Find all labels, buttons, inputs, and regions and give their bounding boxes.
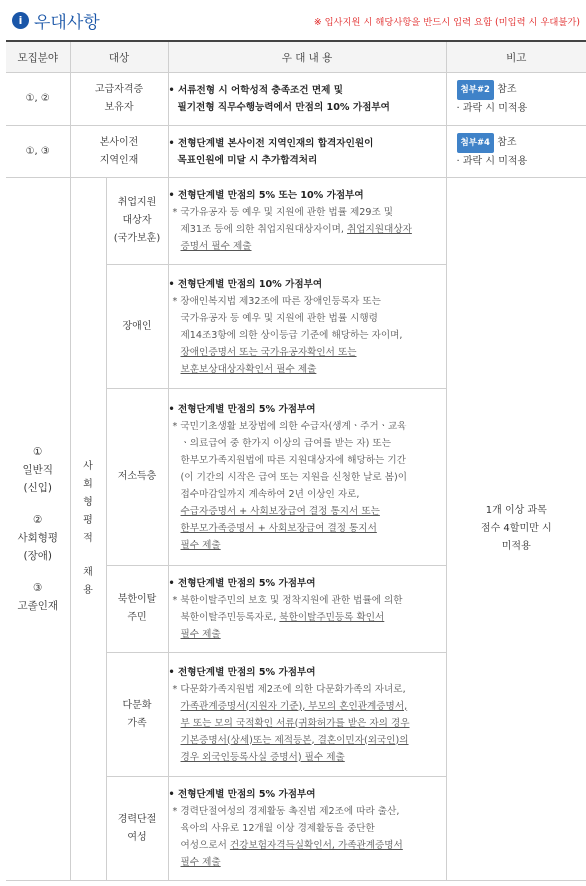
- content-line: 목표인원에 미달 시 추가합격처리: [177, 154, 318, 166]
- content-bullet: • 전형단계별 만점의 5% 가점부여: [169, 664, 446, 681]
- target-line: 보유자: [104, 102, 134, 113]
- content-cell: [168, 653, 446, 777]
- content-cell: [168, 389, 446, 566]
- remark-line: 미적용: [501, 541, 531, 552]
- col-header-content: 우 대 내 용: [168, 41, 446, 73]
- field-cell: ①, ②: [6, 73, 70, 126]
- table-row: [6, 126, 586, 178]
- content-note: * 다문화가족지원법 제2조에 의한 다문화가족의 자녀로, 가족관계증명서(지원자 기준), 부모의 혼인관계증명서, 부 또는 모의 국적확인 서류(귀화허가를 받은 자의 경우 기본증명서(상세)또는 제적등본, 결혼이민자(외국인)의 경우 외국인등록사실 증명서) 필수 제출: [169, 681, 446, 766]
- content-bullet: • 전형단계별 만점의 10% 가점부여: [169, 276, 446, 293]
- remark-cell: [446, 73, 586, 126]
- field-name: (장애): [23, 550, 52, 562]
- content-note: * 북한이탈주민의 보호 및 정착지원에 관한 법률에 의한 북한이탈주민등록자로, 북한이탈주민등록 확인서 필수 제출: [169, 592, 446, 643]
- sub-target-line: 북한이탈: [117, 594, 157, 605]
- content-cell: [168, 126, 446, 178]
- sub-target-cell: [106, 653, 168, 777]
- field-name: 고졸인재: [17, 600, 59, 612]
- content-note: * 국민기초생활 보장법에 의한 수급자(생계ㆍ주거ㆍ교육 ㆍ의료급여 중 한가지 이상의 급여를 받는 자) 또는 한부모가족지원법에 따른 지원대상자에 해당하는 기간 (이 기간의 시작은 급여 또는 지원을 신청한 날로 봄)이 접수마감일까지 계속하여 2년 이상인 자로, 수급자증명서 + 사회보장급여 결정 통지서 또는 한부모가족증명서 + 사회보장급여 결정 통지서 필수 제출: [169, 418, 446, 554]
- sub-target-cell: [106, 389, 168, 566]
- sub-target-line: 주민: [127, 612, 147, 623]
- col-header-remark: 비고: [446, 41, 586, 73]
- notice-text: ※ 입사지원 시 해당사항을 반드시 입력 요함 (미입력 시 우대불가): [313, 17, 580, 28]
- sub-target-line: 여성: [127, 831, 147, 843]
- section-title: [12, 8, 100, 33]
- field-name: 일반직: [22, 464, 53, 476]
- table-header-row: [6, 41, 586, 73]
- ref-text: 참조: [497, 84, 517, 95]
- target-line: 지역인재: [99, 154, 139, 166]
- sub-target-line: 저소득층: [117, 471, 157, 482]
- sub-target-cell: [106, 265, 168, 389]
- sub-target-line: 취업지원: [117, 197, 157, 208]
- preference-table: [6, 40, 586, 881]
- sub-target-line: 다문화: [122, 699, 152, 711]
- table-row: [6, 73, 586, 126]
- category-label: 사회형평적: [83, 461, 93, 544]
- remark-line: 점수 4할미만 시: [480, 523, 552, 534]
- remark-group-cell: [446, 178, 586, 881]
- table-row: [6, 178, 586, 265]
- field-num: ②: [33, 514, 43, 526]
- field-num: ③: [33, 582, 43, 594]
- sub-target-line: 경력단절: [117, 813, 157, 825]
- sub-target-line: 가족: [127, 717, 147, 729]
- content-note: * 경력단절여성의 경제활동 촉진법 제2조에 따라 출산, 육아의 사유로 12개월 이상 경제활동을 중단한 여성으로서 건강보험자격득실확인서, 가족관계증명서 필수 제출: [169, 803, 446, 871]
- remark-note: · 과락 시 미적용: [456, 155, 528, 167]
- content-bullet: • 전형단계별 만점의 5% 가점부여: [169, 401, 446, 418]
- sub-target-cell: [106, 566, 168, 653]
- content-note: * 국가유공자 등 예우 및 지원에 관한 법률 제29조 및 제31조 등에 의한 취업지원대상자이며, 취업지원대상자 증명서 필수 제출: [169, 204, 446, 255]
- field-name: 사회형평: [17, 532, 59, 544]
- col-header-field: 모집분야: [6, 41, 70, 73]
- content-cell: [168, 178, 446, 265]
- content-cell: [168, 73, 446, 126]
- target-cell: [70, 126, 168, 178]
- field-cell: ①, ③: [6, 126, 70, 178]
- content-cell: [168, 777, 446, 881]
- sub-target-line: 대상자: [122, 215, 152, 226]
- col-header-target: 대상: [70, 41, 168, 73]
- sub-target-cell: [106, 178, 168, 265]
- category-label-tail: 채용: [83, 567, 93, 596]
- field-group-cell: [6, 178, 70, 881]
- content-cell: [168, 566, 446, 653]
- target-line: 고급자격증: [94, 84, 144, 95]
- remark-note: · 과락 시 미적용: [456, 103, 528, 114]
- sub-target-line: (국가보훈): [113, 233, 161, 244]
- content-bullet: • 전형단계별 본사이전 지역인재의 합격자인원이: [169, 135, 446, 152]
- content-bullet: • 전형단계별 만점의 5% 가점부여: [169, 575, 446, 592]
- ref-text: 참조: [497, 136, 517, 148]
- target-cell: [70, 73, 168, 126]
- content-bullet: • 전형단계별 만점의 5% 가점부여: [169, 786, 446, 803]
- title-text: 우대사항: [34, 13, 100, 33]
- remark-line: 1개 이상 과목: [485, 505, 547, 516]
- content-bullet: • 전형단계별 만점의 5% 또는 10% 가점부여: [169, 187, 446, 204]
- attachment-badge: 첨부#2: [457, 80, 494, 100]
- field-num: ①: [33, 446, 43, 458]
- sub-target-line: 장애인: [122, 320, 152, 332]
- category-cell: [70, 178, 106, 881]
- remark-cell: [446, 126, 586, 178]
- field-name: (신입): [23, 482, 52, 494]
- sub-target-cell: [106, 777, 168, 881]
- content-note: * 장애인복지법 제32조에 따른 장애인등록자 또는 국가유공자 등 예우 및 지원에 관한 법률 시행령 제14조3항에 의한 상이등급 기준에 해당하는 자이며, 장애인증명서 또는 국가유공자확인서 또는 보훈보상대상자확인서 필수 제출: [169, 293, 446, 378]
- target-line: 본사이전: [99, 136, 139, 148]
- content-bullet: • 서류전형 시 어학성적 충족조건 면제 및: [169, 82, 446, 99]
- content-line: 필기전형 직무수행능력에서 만점의 10% 가점부여: [177, 102, 390, 113]
- info-icon: i: [12, 12, 29, 29]
- attachment-badge: 첨부#4: [457, 133, 494, 153]
- content-cell: [168, 265, 446, 389]
- page-header: [0, 0, 586, 40]
